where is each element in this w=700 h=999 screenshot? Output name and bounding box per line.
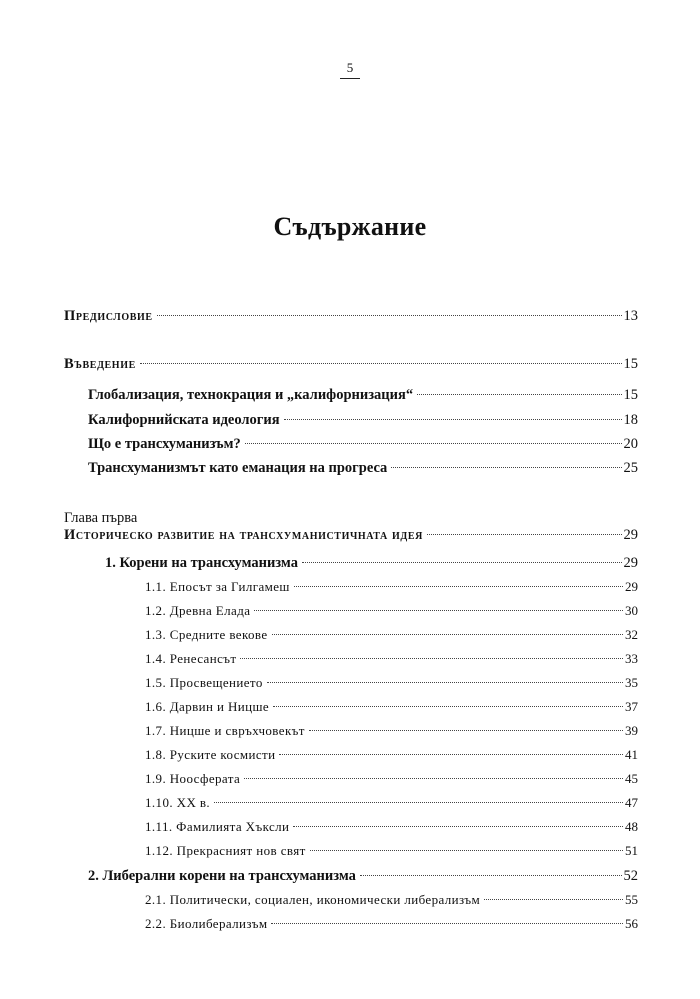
toc-entry-section-1-5[interactable] <box>145 673 638 693</box>
toc-entry-section-2[interactable] <box>88 866 638 886</box>
toc-entry-label: 1.12. Прекрасният нов свят <box>145 843 306 858</box>
dot-leader <box>240 658 623 659</box>
dot-leader <box>391 467 621 468</box>
dot-leader <box>271 923 623 924</box>
toc-entry-label: 1. Корени на трансхуманизма <box>105 555 298 571</box>
toc-entry-section-1-4[interactable] <box>145 649 638 669</box>
toc-entry-label: 2. Либерални корени на трансхуманизма <box>88 868 356 884</box>
toc-entry-section-1-2[interactable] <box>145 601 638 621</box>
toc-entry-label: 1.1. Епосът за Гилгамеш <box>145 579 290 594</box>
toc-entry-section-1[interactable] <box>105 553 638 573</box>
dot-leader <box>360 875 622 876</box>
toc-entry-label: 1.4. Ренесансът <box>145 651 237 666</box>
toc-entry-page: 47 <box>625 795 638 810</box>
toc-entry-chapter-one[interactable] <box>64 525 638 545</box>
toc-entry-page: 15 <box>623 387 638 403</box>
toc-entry-section-1-10[interactable] <box>145 793 638 813</box>
toc-entry-label: Историческо развитие на трансхуманистичната идея <box>64 527 423 543</box>
toc-entry-page: 56 <box>625 916 638 931</box>
toc-entry-page: 30 <box>625 603 638 618</box>
toc-entry-page: 29 <box>623 527 638 543</box>
toc-entry-label: Въведение <box>64 356 136 372</box>
dot-leader <box>140 363 622 364</box>
toc-entry-section-1-9[interactable] <box>145 769 638 789</box>
toc-entry-section-1-8[interactable] <box>145 745 638 765</box>
toc-entry-page: 45 <box>625 771 638 786</box>
dot-leader <box>279 754 623 755</box>
toc-entry-label: 1.8. Руските космисти <box>145 747 276 762</box>
toc-entry-section-1-7[interactable] <box>145 721 638 741</box>
toc-entry-section-1-11[interactable] <box>145 817 638 837</box>
dot-leader <box>302 562 622 563</box>
dot-leader <box>294 586 623 587</box>
dot-leader <box>272 634 623 635</box>
toc-entry-page: 20 <box>623 436 638 452</box>
toc-entry-section-1-3[interactable] <box>145 625 638 645</box>
toc-entry-label: Калифорнийската идеология <box>88 412 280 428</box>
chapter-label: Глава първа <box>64 510 138 526</box>
page-number: 5 <box>0 60 700 79</box>
toc-entry-label: 1.7. Ницше и свръхчовекът <box>145 723 305 738</box>
dot-leader <box>157 315 622 316</box>
toc-entry-label: 1.10. ХХ в. <box>145 795 211 810</box>
toc-title: Съдържание <box>273 212 427 241</box>
toc-entry-page: 39 <box>625 723 638 738</box>
toc-entry-page: 32 <box>625 627 638 642</box>
dot-leader <box>273 706 623 707</box>
toc-entry-label: Трансхуманизмът като еманация на прогреса <box>88 460 388 476</box>
toc-entry-label: 1.11. Фамилията Хъксли <box>145 819 290 834</box>
toc-entry-page: 55 <box>625 892 638 907</box>
toc-entry-label: 1.9. Ноосферата <box>145 771 241 786</box>
toc-entry-page: 25 <box>623 460 638 476</box>
toc-entry-emanation-of-progress[interactable] <box>88 458 638 478</box>
toc-entry-page: 33 <box>625 651 638 666</box>
toc-entry-label: 1.5. Просвещението <box>145 675 263 690</box>
dot-leader <box>245 443 622 444</box>
toc-entry-page: 15 <box>623 356 638 372</box>
dot-leader <box>417 394 621 395</box>
toc-entry-what-is-transhumanism[interactable] <box>88 434 638 454</box>
toc-entry-label: Що е трансхуманизъм? <box>88 436 241 452</box>
toc-entry-page: 48 <box>625 819 638 834</box>
toc-entry-label: 2.1. Политически, социален, икономически либерализъм <box>145 892 481 907</box>
toc-entry-label: 1.3. Средните векове <box>145 627 268 642</box>
dot-leader <box>214 802 623 803</box>
toc-entry-page: 35 <box>625 675 638 690</box>
dot-leader <box>254 610 623 611</box>
toc-entry-section-1-1[interactable] <box>145 577 638 597</box>
toc-entry-section-1-6[interactable] <box>145 697 638 717</box>
toc-entry-page: 41 <box>625 747 638 762</box>
toc-entry-globalization[interactable] <box>88 385 638 405</box>
toc-entry-section-2-2[interactable] <box>145 914 638 934</box>
toc-entry-page: 29 <box>623 555 638 571</box>
toc-entry-page: 18 <box>623 412 638 428</box>
toc-entry-label: 1.6. Дарвин и Ницше <box>145 699 270 714</box>
dot-leader <box>309 730 623 731</box>
toc-entry-page: 13 <box>623 308 638 324</box>
toc-entry-page: 29 <box>625 579 638 594</box>
toc-entry-section-2-1[interactable] <box>145 890 638 910</box>
dot-leader <box>484 899 623 900</box>
toc-entry-page: 52 <box>623 868 638 884</box>
toc-entry-californian-ideology[interactable] <box>88 410 638 430</box>
toc-entry-label: 2.2. Биолиберализъм <box>145 916 268 931</box>
toc-entry-page: 37 <box>625 699 638 714</box>
dot-leader <box>267 682 623 683</box>
dot-leader <box>293 826 623 827</box>
dot-leader <box>244 778 623 779</box>
toc-entry-page: 51 <box>625 843 638 858</box>
toc-entry-section-1-12[interactable] <box>145 841 638 861</box>
toc-entry-label: Предисловие <box>64 308 153 324</box>
toc-entry-label: 1.2. Древна Елада <box>145 603 251 618</box>
toc-entry-preface[interactable] <box>64 306 638 326</box>
dot-leader <box>284 419 622 420</box>
dot-leader <box>427 534 622 535</box>
toc-entry-introduction[interactable] <box>64 354 638 374</box>
dot-leader <box>310 850 623 851</box>
toc-entry-label: Глобализация, технокрация и „калифорнизация“ <box>88 387 414 403</box>
